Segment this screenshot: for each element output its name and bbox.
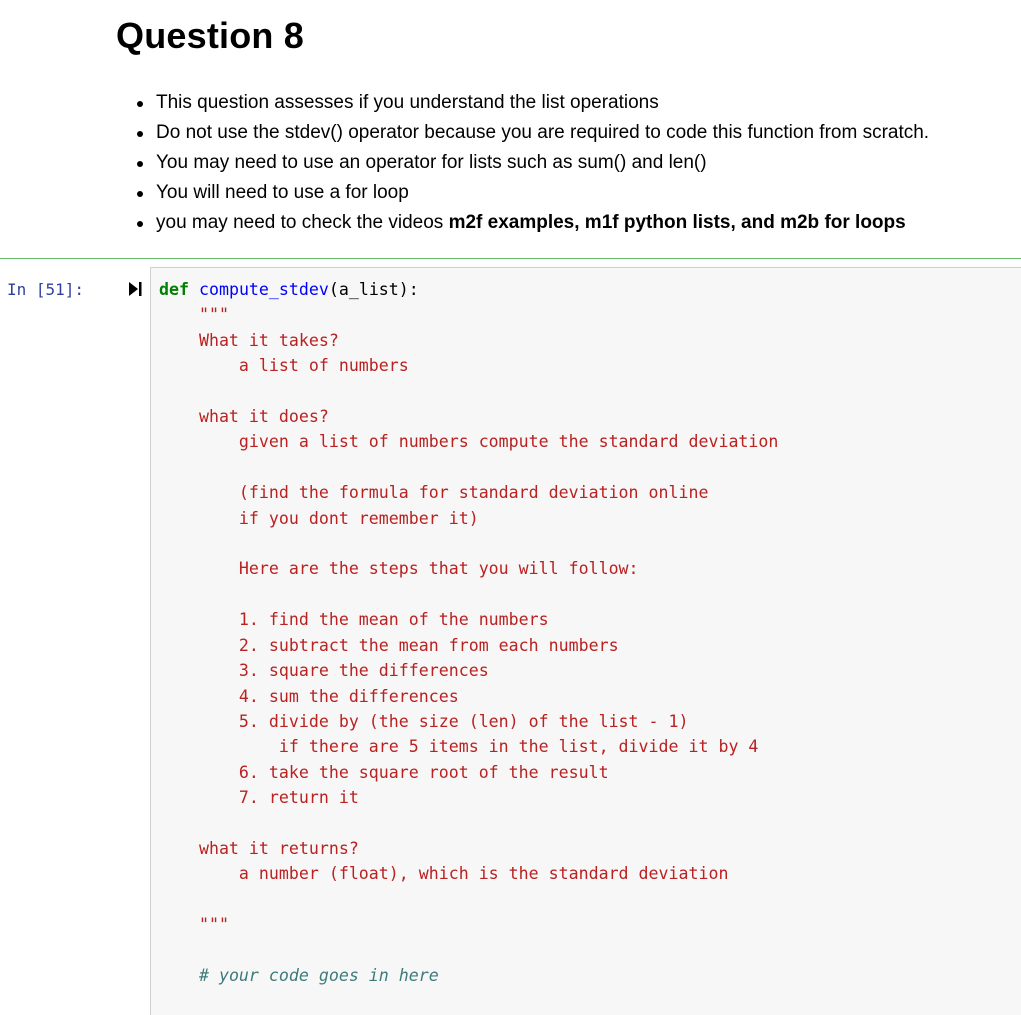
run-cell-icon[interactable]	[126, 280, 144, 298]
function-signature: (a_list):	[328, 280, 419, 299]
docstring-line: 7. return it	[159, 788, 359, 808]
list-item	[156, 148, 1016, 178]
docstring-line: Here are the steps that you will follow:	[159, 559, 639, 579]
list-item-text: You will need to use a for loop	[156, 182, 409, 203]
docstring-line: a list of numbers	[159, 356, 409, 376]
docstring-line: 1. find the mean of the numbers	[159, 610, 549, 630]
docstring-line: what it returns?	[159, 838, 359, 858]
docstring-line: 3. square the differences	[159, 661, 489, 681]
docstring-line: What it takes?	[159, 330, 339, 350]
docstring-line: """	[159, 915, 229, 935]
code-comment: # your code goes in here	[198, 965, 439, 985]
selected-cell-border	[0, 258, 1021, 259]
list-item-text: This question assesses if you understand the list operations	[156, 92, 659, 113]
docstring-line: (find the formula for standard deviation online	[159, 483, 709, 503]
list-item	[156, 178, 1016, 208]
docstring-line: """	[159, 305, 229, 325]
list-item	[156, 118, 1016, 148]
cell-prompt: In [51]:	[7, 280, 85, 299]
docstring-line: given a list of numbers compute the standard deviation	[159, 432, 779, 452]
docstring-line: 5. divide by (the size (len) of the list - 1)	[159, 711, 689, 731]
list-item-text: Do not use the stdev() operator because you are required to code this function from scratch.	[156, 122, 930, 143]
docstring-line: 4. sum the differences	[159, 686, 459, 706]
question-heading: Question 8	[116, 15, 305, 56]
code-editor[interactable]	[150, 267, 1021, 1015]
code-text	[159, 277, 778, 988]
docstring-line: a number (float), which is the standard deviation	[159, 864, 729, 884]
docstring	[159, 305, 778, 934]
list-item	[156, 208, 1016, 238]
docstring-line: what it does?	[159, 407, 329, 427]
list-item-text: you may need to check the videos	[156, 212, 449, 233]
def-keyword: def	[159, 280, 189, 299]
docstring-line: 2. subtract the mean from each numbers	[159, 635, 619, 655]
list-item	[156, 88, 1016, 118]
instructions-list	[116, 88, 1016, 238]
docstring-line: if you dont remember it)	[159, 508, 479, 528]
docstring-line: if there are 5 items in the list, divide it by 4	[159, 737, 759, 757]
markdown-cell	[116, 0, 1016, 238]
list-item-text: You may need to use an operator for lists such as sum() and len()	[156, 152, 707, 173]
function-name: compute_stdev	[198, 280, 329, 299]
video-references: m2f examples, m1f python lists, and m2b for loops	[448, 212, 906, 233]
docstring-line: 6. take the square root of the result	[159, 762, 609, 782]
